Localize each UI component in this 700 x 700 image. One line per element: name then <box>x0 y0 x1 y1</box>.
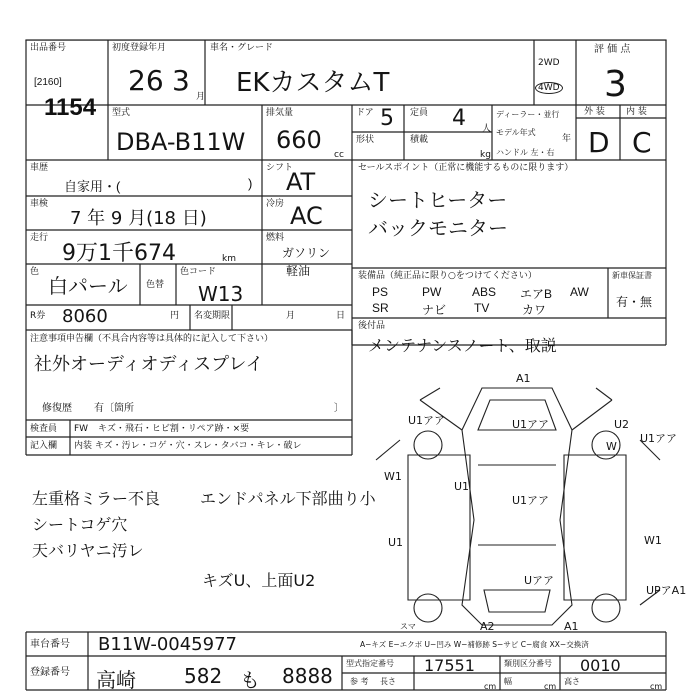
ac: AC <box>290 202 323 230</box>
fuel-light: 軽油 <box>286 264 311 278</box>
name-grade: EKカスタムT <box>236 68 390 98</box>
remark-line1: 左重格ミラー不良 <box>32 489 161 508</box>
name-grade-label: 車名・グレード <box>210 43 274 53</box>
drive-2wd: 2WD <box>538 58 560 68</box>
int-grade: C <box>632 126 652 159</box>
mark-10: U1アア <box>640 432 678 445</box>
mark-15: W1 <box>384 470 402 483</box>
yen-unit: 円 <box>170 311 180 321</box>
year-unit: 年 <box>562 134 572 144</box>
reg-number: 8888 <box>282 664 333 688</box>
name-change-day: 日 <box>336 311 346 321</box>
notes-label: 注意事項申告欄（不具合内容等は具体的に記入して下さい） <box>30 334 274 344</box>
model-year-label: モデル年式 <box>496 128 536 137</box>
model: DBA-B11W <box>116 128 246 156</box>
inspection: 7 年 9 月(18 日) <box>70 208 207 229</box>
equipment-label: 装備品（純正品に限り○をつけてください） <box>358 271 537 281</box>
displacement-label: 排気量 <box>266 108 294 118</box>
mark-13: A1 <box>564 620 579 633</box>
doors-label: ドア <box>356 108 374 118</box>
remark-line2: シートコゲ穴 <box>32 515 128 534</box>
score-label: 評 価 点 <box>594 44 631 55</box>
cm-unit-2: cm <box>544 682 557 691</box>
repair-close: 〕 <box>334 403 344 414</box>
remark-line4: キズU、上面U2 <box>202 571 316 590</box>
record-label: 記入欄 <box>30 441 58 451</box>
sales-line1: シートヒーター <box>368 188 508 212</box>
name-change-label: 名変期限 <box>194 311 231 321</box>
recycle-label: R券 <box>30 311 46 321</box>
mark-12: A2 <box>480 620 495 633</box>
shift: AT <box>286 168 316 196</box>
inspector-label: 検査員 <box>30 424 58 434</box>
first-reg-label: 初度登録年月 <box>112 43 167 53</box>
mark-6: U1 <box>454 480 470 493</box>
color-code-label: 色コード <box>180 267 217 277</box>
cm-unit-3: cm <box>650 682 663 691</box>
reg-label: 登録番号 <box>30 667 70 678</box>
chassis: B11W-0045977 <box>98 634 237 655</box>
cc-unit: cc <box>334 150 344 160</box>
repair-value: 有〔箇所 <box>94 403 134 414</box>
color-label: 色 <box>30 267 40 277</box>
ac-label: 冷房 <box>266 199 285 209</box>
mileage: 9万1千674 <box>62 241 176 266</box>
equip-leather: カワ <box>522 303 547 317</box>
reg-place: 高崎 <box>96 668 136 692</box>
km-unit: km <box>222 254 236 264</box>
cm-unit-1: cm <box>484 682 497 691</box>
name-change-month: 月 <box>286 311 296 321</box>
reg-kana: も <box>240 668 260 692</box>
mark-3: U1アア <box>408 414 446 427</box>
load-label: 積載 <box>410 135 429 145</box>
lot-code: [2160] <box>34 77 62 88</box>
first-reg-year: 26 <box>128 64 164 97</box>
mark-7: U1アア <box>512 494 550 507</box>
lot-number: 1154 <box>44 94 97 121</box>
handle-label: ハンドル 左・右 <box>496 148 555 157</box>
equip-sr: SR <box>372 301 389 315</box>
first-reg-month: 3 <box>172 64 190 97</box>
notes-text: 社外オーディオディスプレイ <box>34 354 264 375</box>
int-label: 内 装 <box>626 107 647 117</box>
sales-line2: バックモニター <box>368 216 508 240</box>
chassis-label: 車台番号 <box>30 639 70 650</box>
mileage-label: 走行 <box>30 233 49 243</box>
mark-8: U1 <box>388 536 404 549</box>
fuel-label: 燃料 <box>266 233 285 243</box>
mark-14: Uアア <box>524 574 555 587</box>
height-label: 高さ <box>564 677 580 686</box>
warranty-label: 新車保証書 <box>612 271 652 280</box>
kg-unit: kg <box>480 150 491 160</box>
recycle: 8060 <box>62 306 108 327</box>
fuel: ガソリン <box>282 246 331 260</box>
shape-label: 形状 <box>356 135 375 145</box>
mark-5: W <box>606 440 617 453</box>
equip-airbag: エアB <box>520 287 553 301</box>
ref-label: 参 考 <box>350 677 369 686</box>
length-label: 長さ <box>380 677 396 686</box>
after-items: メンテナンスノート、取説 <box>368 336 557 355</box>
doors: 5 <box>380 106 394 131</box>
mark-2: U1アア <box>512 418 550 431</box>
lot-label: 出品番号 <box>30 43 67 53</box>
color-change-label: 色替 <box>146 280 165 290</box>
mark-1: A1 <box>516 372 531 385</box>
inspection-label: 車検 <box>30 199 49 209</box>
after-items-label: 後付品 <box>358 321 386 331</box>
sales-label: セールスポイント（正常に機能するものに限ります） <box>358 163 574 173</box>
width-label: 幅 <box>504 677 512 686</box>
key-row1: キズ・飛石・ヒビ割・リペア跡・×要 <box>98 424 250 434</box>
dealer-label: ディーラー・並行 <box>496 110 560 119</box>
month-unit: 月 <box>196 92 206 102</box>
repair-label: 修復歴 <box>42 403 72 414</box>
equip-navi: ナビ <box>422 303 447 317</box>
mark-4: U2 <box>614 418 630 431</box>
type-no-label: 型式指定番号 <box>346 659 394 668</box>
ext-grade: D <box>588 126 610 159</box>
class-no-label: 類別区分番号 <box>504 659 552 668</box>
color-code: W13 <box>198 282 244 306</box>
diagram-legend: A−キズ E−エクボ U−凹み W−補修跡 S−サビ C−腐食 XX−交換済 <box>360 640 589 649</box>
type-no: 17551 <box>424 656 475 675</box>
equip-tv: TV <box>474 301 490 315</box>
shift-label: シフト <box>266 163 294 173</box>
equip-abs: ABS <box>472 285 497 299</box>
mark-9: W1 <box>644 534 662 547</box>
model-label: 型式 <box>112 108 131 118</box>
class-no: 0010 <box>580 656 621 675</box>
category-close: ) <box>248 176 253 191</box>
warranty: 有・無 <box>616 295 653 309</box>
category: 自家用・( <box>64 179 121 194</box>
key-row2: 内装 キズ・汚レ・コゲ・穴・スレ・タバコ・キレ・破レ <box>74 441 302 451</box>
key-fw: FW <box>74 424 89 434</box>
mark-11: UPアA1 <box>646 584 687 597</box>
ext-label: 外 装 <box>584 107 605 117</box>
remark-line3: 天バリヤニ汚レ <box>32 541 144 560</box>
equip-ps: PS <box>372 285 389 299</box>
reg-class: 582 <box>184 664 223 688</box>
remark-line1b: エンドパネル下部曲り小 <box>200 489 376 508</box>
color: 白パール <box>48 274 128 298</box>
category-label: 車歴 <box>30 163 49 173</box>
mirror-note: スマ <box>400 622 416 631</box>
equip-aw: AW <box>570 285 589 299</box>
capacity-label: 定員 <box>410 108 429 118</box>
drive-4wd: 4WD <box>535 82 563 94</box>
score: 3 <box>604 64 627 105</box>
capacity: 4 <box>452 106 466 131</box>
person-unit: 人 <box>482 124 492 134</box>
equip-pw: PW <box>422 285 442 299</box>
displacement: 660 <box>276 126 322 154</box>
